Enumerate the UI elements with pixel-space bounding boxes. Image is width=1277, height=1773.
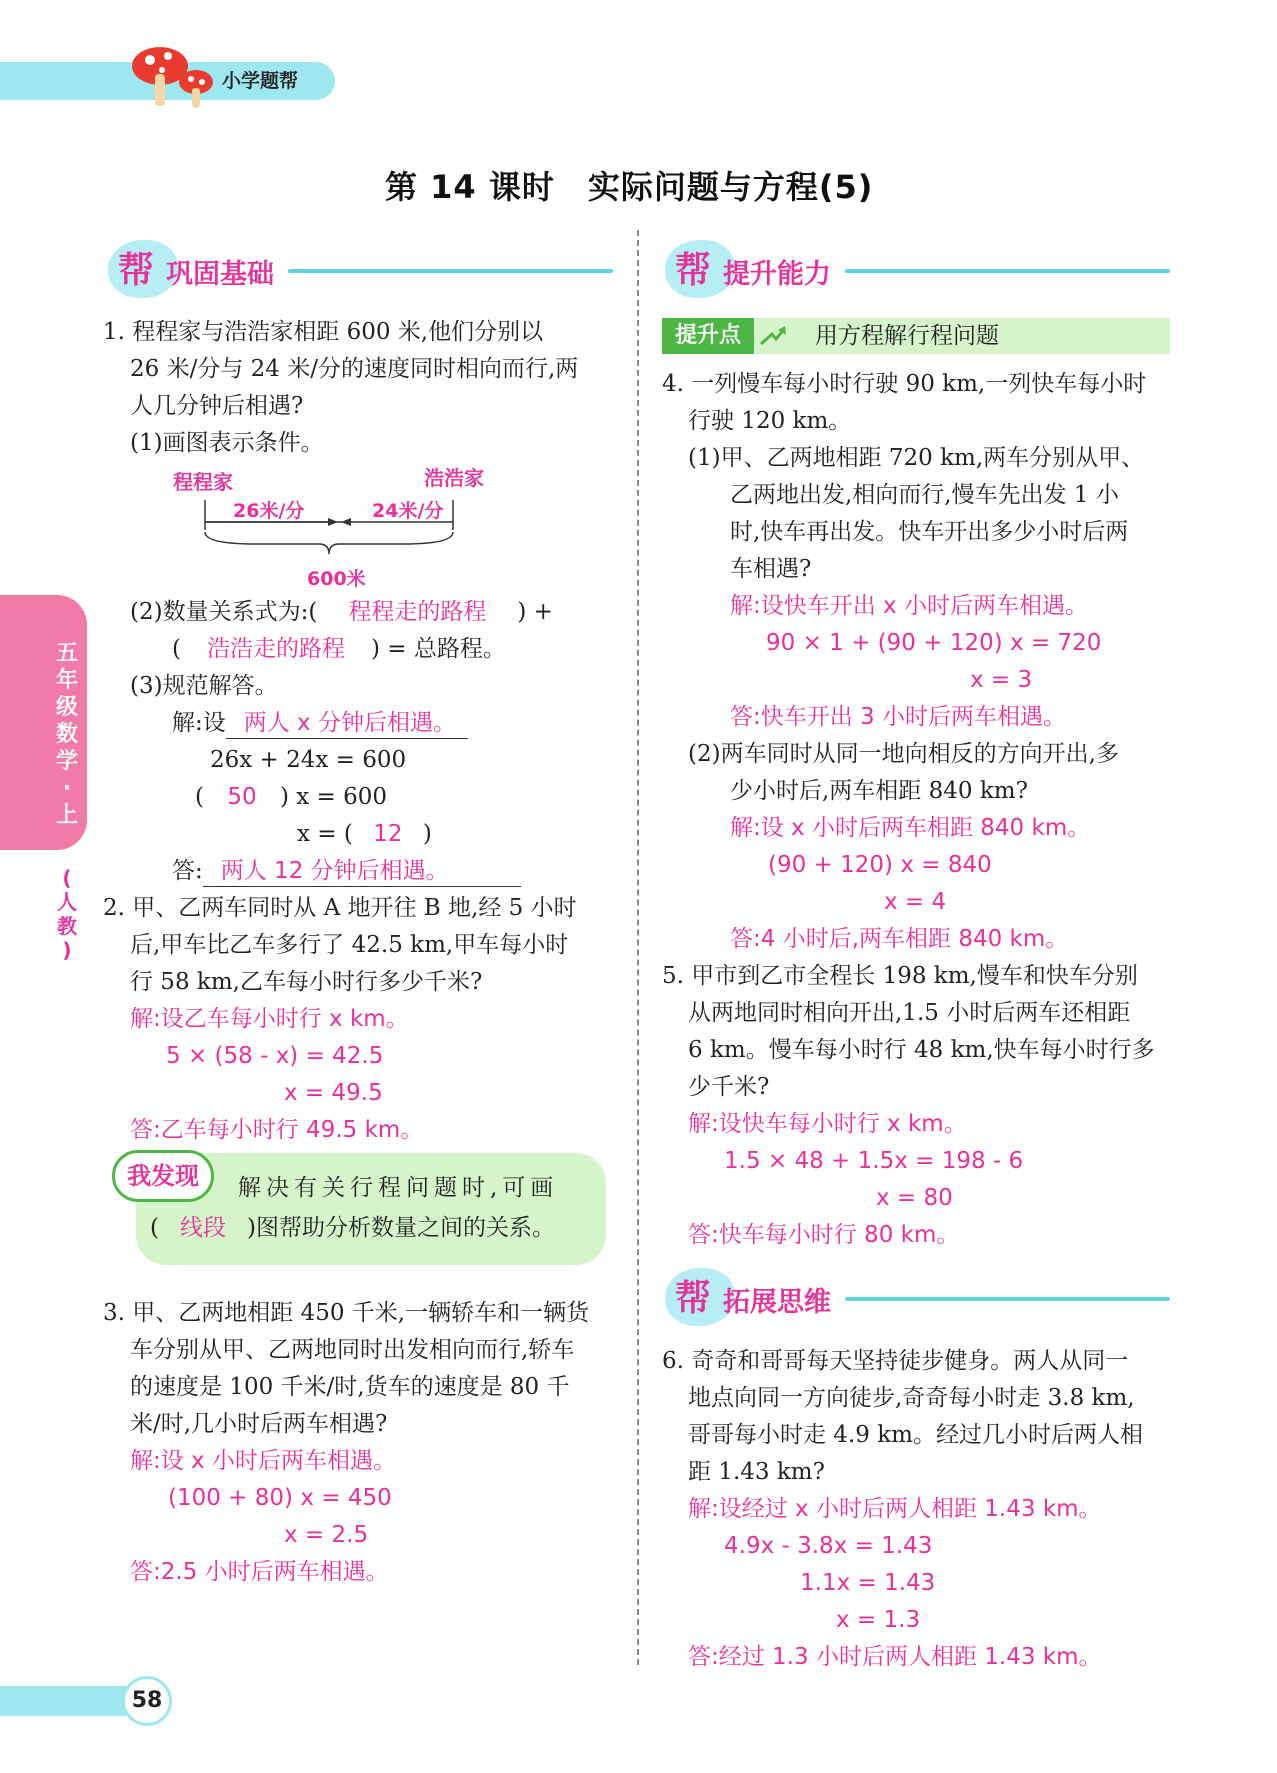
q3-line-4: 米/时,几小时后两车相遇? [130,1411,388,1437]
q1-part-3: (3)规范解答。 [130,673,278,699]
q4-sol1-2: 90 × 1 + (90 + 120) x = 720 [766,630,1102,656]
page-title: 第 14 课时 实际问题与方程(5) [385,168,874,206]
q4-sol1-4: 答:快车开出 3 小时后两车相遇。 [730,704,1067,730]
diagram-right-label: 浩浩家 [424,466,484,490]
q4-p1-line-2: 乙两地出发,相向而行,慢车先出发 1 小 [730,482,1119,508]
q6-sol-5: 答:经过 1.3 小时后两人相距 1.43 km。 [688,1644,1102,1670]
diagram-line-segment [195,490,465,560]
discovery-blank: 线段 [179,1215,226,1241]
diagram-left-label: 程程家 [173,470,233,494]
q3-sol-1: 解:设 x 小时后两车相遇。 [130,1448,396,1474]
side-tab-edition: ( 人 教 ) [57,866,77,962]
q5-line-4: 少千米? [688,1074,770,1100]
q4-sol1-3: x = 3 [970,667,1033,693]
q4-p2-line-2: 少小时后,两车相距 840 km? [730,778,1028,804]
q1-part-1: (1)画图表示条件。 [130,430,324,456]
diagram-left-speed: 26米/分 [233,500,305,522]
q1-eq-3: x = ( 12 ) [297,816,432,853]
q3-line-3: 的速度是 100 千米/时,货车的速度是 80 千 [130,1374,570,1400]
book-label: 小学题帮 [222,70,299,92]
q5-line-3: 6 km。慢车每小时行 48 km,快车每小时行多 [688,1037,1155,1063]
tisheng-text: 用方程解行程问题 [815,323,999,349]
q4-p1-line-3: 时,快车再出发。快车开出多少小时后两 [730,519,1129,545]
q4-line-1: 4. 一列慢车每小时行驶 90 km,一列快车每小时 [662,371,1147,397]
diagram-total: 600米 [307,568,366,590]
q4-line-2: 行驶 120 km。 [688,408,852,434]
section-head-extend: 帮 拓展思维 [665,1268,1170,1328]
q4-sol2-1: 解:设 x 小时后两车相距 840 km。 [730,815,1091,841]
q6-line-1: 6. 奇奇和哥哥每天坚持徒步健身。两人从同一 [662,1348,1129,1374]
q4-sol2-3: x = 4 [884,889,947,915]
q1-blank-3: 50 [227,784,257,810]
q1-part-2: (2)数量关系式为:( 程程走的路程 ) + [130,594,553,631]
q5-line-2: 从两地同时相向开出,1.5 小时后两车还相距 [688,1000,1131,1026]
footer-band [0,1686,135,1716]
section-head-improve: 帮 提升能力 [665,240,1170,300]
q2-line-2: 后,甲车比乙车多行了 42.5 km,甲车每小时 [130,932,569,958]
q4-sol1-1: 解:设快车开出 x 小时后两车相遇。 [730,593,1088,619]
q2-sol-1: 解:设乙车每小时行 x km。 [130,1006,409,1032]
q1-blank-4: 12 [373,821,403,847]
q6-line-3: 哥哥每小时走 4.9 km。经过几小时后两人相 [688,1422,1143,1448]
q6-sol-1: 解:设经过 x 小时后两人相距 1.43 km。 [688,1496,1102,1522]
q1-line-2: 26 米/分与 24 米/分的速度同时相向而行,两 [130,356,579,382]
q1-solution-set: 解:设 两人 x 分钟后相遇。 [172,705,468,742]
q1-answer: 答: 两人 12 分钟后相遇。 [172,853,521,890]
q1-eq-2: ( 50 ) x = 600 [195,779,387,816]
q4-sol2-4: 答:4 小时后,两车相距 840 km。 [730,926,1069,952]
q2-sol-4: 答:乙车每小时行 49.5 km。 [130,1117,424,1143]
q1-eq-1: 26x + 24x = 600 [210,747,407,773]
q5-sol-3: x = 80 [876,1185,953,1211]
discovery-badge: 我发现 [112,1150,214,1202]
arrow-icon [758,322,788,350]
q1-line-1: 1. 程程家与浩浩家相距 600 米,他们分别以 [103,319,544,345]
q6-sol-2: 4.9x - 3.8x = 1.43 [724,1533,933,1559]
side-tab-grade: 五 年 级 数 学 · 上 [55,641,78,828]
q6-sol-3: 1.1x = 1.43 [800,1570,936,1596]
q2-line-3: 行 58 km,乙车每小时行多少千米? [130,969,483,995]
q5-sol-2: 1.5 × 48 + 1.5x = 198 - 6 [724,1148,1024,1174]
q6-line-2: 地点向同一方向徒步,奇奇每小时走 3.8 km, [688,1385,1135,1411]
section-head-basic: 帮 巩固基础 [108,240,613,300]
q3-line-1: 3. 甲、乙两地相距 450 千米,一辆轿车和一辆货 [103,1300,590,1326]
page-number: 58 [122,1676,172,1726]
q1-part-2b: ( 浩浩走的路程 ) = 总路程。 [172,631,506,668]
tisheng-tag: 提升点 [662,318,754,354]
q4-p1-line-4: 车相遇? [730,556,812,582]
discovery-line-2: ( 线段 )图帮助分析数量之间的关系。 [150,1210,555,1247]
q3-sol-3: x = 2.5 [284,1522,369,1548]
q2-sol-3: x = 49.5 [284,1080,383,1106]
q4-sol2-2: (90 + 120) x = 840 [768,852,992,878]
discovery-line-1: 解决有关行程问题时,可画 [238,1175,559,1201]
q2-line-1: 2. 甲、乙两车同时从 A 地开往 B 地,经 5 小时 [103,895,577,921]
diagram-right-speed: 24米/分 [372,500,444,522]
q4-p1-line-1: (1)甲、乙两地相距 720 km,两车分别从甲、 [688,445,1145,471]
q5-sol-1: 解:设快车每小时行 x km。 [688,1111,967,1137]
q3-sol-4: 答:2.5 小时后两车相遇。 [130,1559,389,1585]
q4-p2-line-1: (2)两车同时从同一地向相反的方向开出,多 [688,741,1119,767]
q3-sol-2: (100 + 80) x = 450 [168,1485,392,1511]
q1-blank-1: 程程走的路程 [348,599,487,625]
mushroom-logo-icon [128,44,218,114]
q6-line-4: 距 1.43 km? [688,1459,825,1485]
q5-sol-4: 答:快车每小时行 80 km。 [688,1222,960,1248]
q1-blank-set: 两人 x 分钟后相遇。 [226,708,468,739]
q2-sol-2: 5 × (58 - x) = 42.5 [166,1043,384,1069]
column-divider [637,230,639,1665]
q1-blank-answer: 两人 12 分钟后相遇。 [203,856,521,887]
q6-sol-4: x = 1.3 [836,1607,921,1633]
q3-line-2: 车分别从甲、乙两地同时出发相向而行,轿车 [130,1337,575,1363]
q5-line-1: 5. 甲市到乙市全程长 198 km,慢车和快车分别 [662,963,1138,989]
q1-blank-2: 浩浩走的路程 [206,636,345,662]
q1-line-3: 人几分钟后相遇? [130,393,304,419]
